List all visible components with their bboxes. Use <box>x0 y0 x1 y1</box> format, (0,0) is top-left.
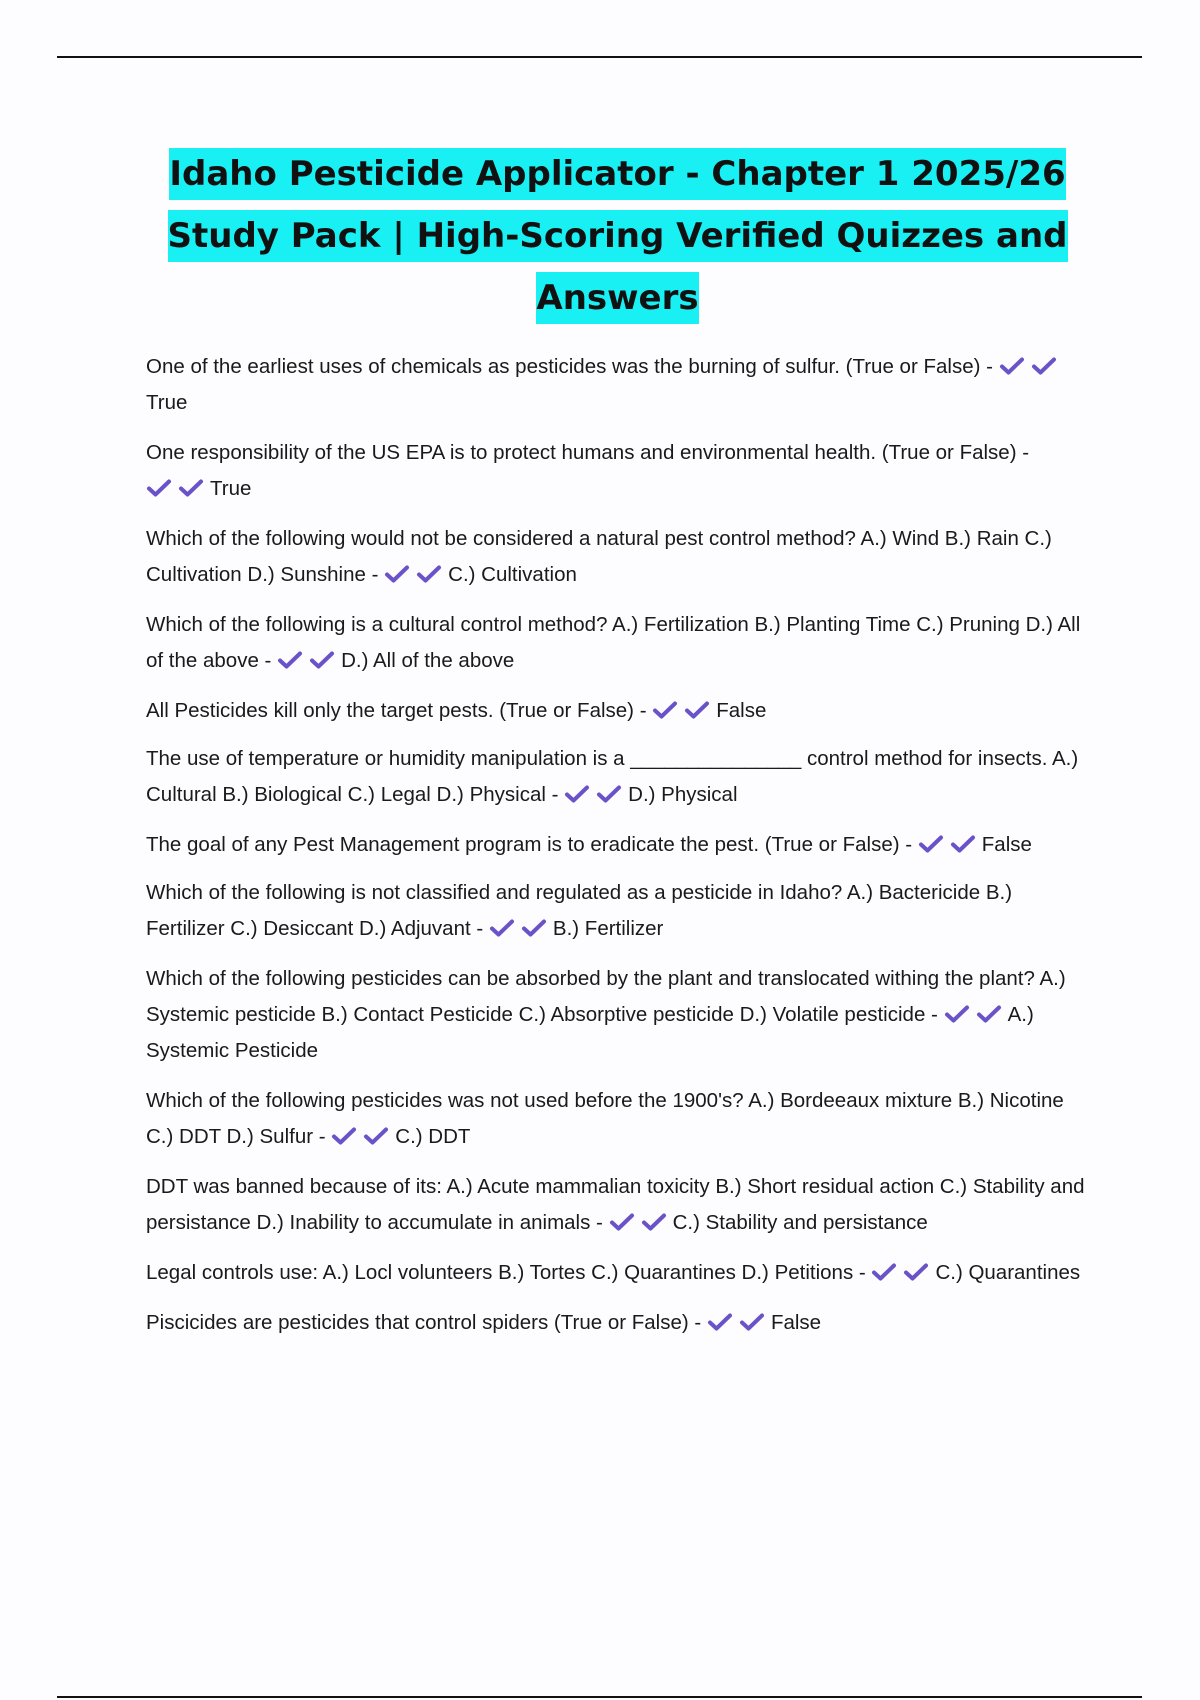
answer-text: True <box>210 477 252 500</box>
question-text: Legal controls use: A.) Locl volunteers B.) Tortes C.) Quarantines D.) Petitions - <box>146 1261 866 1284</box>
qa-item <box>146 521 1091 593</box>
check-icon <box>739 1312 765 1332</box>
document-title <box>140 143 1095 329</box>
answer-text: True <box>146 391 188 414</box>
answer-text: D.) All of the above <box>341 649 515 672</box>
answer-text: False <box>716 699 767 722</box>
check-icon <box>641 1212 667 1232</box>
check-icon <box>950 834 976 854</box>
check-icon <box>684 700 710 720</box>
check-icon <box>521 918 547 938</box>
check-icon <box>146 478 172 498</box>
question-text: All Pesticides kill only the target pests. (True or False) - <box>146 699 647 722</box>
question-text: One of the earliest uses of chemicals as pesticides was the burning of sulfur. (True or False) - <box>146 355 993 378</box>
title-line: Idaho Pesticide Applicator - Chapter 1 2025/26 <box>169 148 1065 200</box>
check-icon <box>609 1212 635 1232</box>
verified-checks <box>331 1125 395 1148</box>
answer-text: B.) Fertilizer <box>552 917 664 940</box>
check-icon <box>277 650 303 670</box>
top-rule <box>57 56 1142 58</box>
verified-checks <box>609 1211 673 1234</box>
question-text: Piscicides are pesticides that control spiders (True or False) - <box>146 1311 702 1334</box>
verified-checks <box>999 355 1063 378</box>
verified-checks <box>707 1311 771 1334</box>
check-icon <box>363 1126 389 1146</box>
check-icon <box>489 918 515 938</box>
question-text: The use of temperature or humidity manipulation is a _______________ control method for insects. A.) Cultural B.) Biological C.) Legal D.) Physical - <box>146 747 1079 806</box>
answer-text: D.) Physical <box>628 783 738 806</box>
question-text: One responsibility of the US EPA is to protect humans and environmental health. (True or False) - <box>146 441 1030 464</box>
qa-item <box>146 349 1091 421</box>
qa-item <box>146 1169 1091 1241</box>
bottom-rule <box>57 1696 1142 1698</box>
verified-checks <box>918 833 982 856</box>
check-icon <box>871 1262 897 1282</box>
qa-item <box>146 961 1091 1069</box>
qa-item <box>146 741 1091 813</box>
check-icon <box>999 356 1025 376</box>
qa-list <box>146 349 1091 1353</box>
check-icon <box>178 478 204 498</box>
qa-item <box>146 435 1091 507</box>
verified-checks <box>564 783 628 806</box>
qa-item <box>146 875 1091 947</box>
answer-text: False <box>981 833 1032 856</box>
verified-checks <box>146 477 210 500</box>
verified-checks <box>384 563 448 586</box>
verified-checks <box>489 917 553 940</box>
question-text: The goal of any Pest Management program is to eradicate the pest. (True or False) - <box>146 833 913 856</box>
answer-text: C.) Quarantines <box>935 1261 1081 1284</box>
check-icon <box>944 1004 970 1024</box>
answer-text: C.) DDT <box>395 1125 471 1148</box>
verified-checks <box>944 1003 1008 1026</box>
check-icon <box>384 564 410 584</box>
check-icon <box>309 650 335 670</box>
verified-checks <box>652 699 716 722</box>
check-icon <box>976 1004 1002 1024</box>
answer-text: C.) Stability and persistance <box>672 1211 928 1234</box>
answer-text: False <box>770 1311 822 1334</box>
question-text: Which of the following is a cultural control method? A.) Fertilization B.) Planting Time C.) Pruning D.) All of the above - <box>146 613 1081 672</box>
check-icon <box>652 700 678 720</box>
qa-item <box>146 1255 1091 1291</box>
question-text: Which of the following would not be considered a natural pest control method? A.) Wind B.) Rain C.) Cultivation D.) Sunshine - <box>146 527 1052 586</box>
answer-text: A.) Systemic Pesticide <box>146 1003 1034 1062</box>
qa-item <box>146 693 1091 729</box>
qa-item <box>146 1083 1091 1155</box>
answer-text: C.) Cultivation <box>448 563 577 586</box>
qa-item <box>146 1305 1091 1341</box>
question-text: Which of the following pesticides was not used before the 1900's? A.) Bordeeaux mixture B.) Nicotine C.) DDT D.) Sulfur - <box>146 1089 1064 1148</box>
check-icon <box>331 1126 357 1146</box>
check-icon <box>918 834 944 854</box>
title-line: Study Pack | High-Scoring Verified Quizzes and <box>168 210 1068 262</box>
check-icon <box>903 1262 929 1282</box>
check-icon <box>416 564 442 584</box>
qa-item <box>146 607 1091 679</box>
verified-checks <box>277 649 341 672</box>
question-text: DDT was banned because of its: A.) Acute mammalian toxicity B.) Short residual action C.) Stability and persistance D.) Inability to accumulate in animals - <box>146 1175 1085 1234</box>
verified-checks <box>871 1261 935 1284</box>
check-icon <box>1031 356 1057 376</box>
check-icon <box>564 784 590 804</box>
title-line: Answers <box>536 272 698 324</box>
check-icon <box>596 784 622 804</box>
question-text: Which of the following pesticides can be absorbed by the plant and translocated withing the plant? A.) Systemic pesticide B.) Contact Pesticide C.) Absorptive pesticide D.) Volatile pesticide - <box>146 967 1066 1026</box>
question-text: Which of the following is not classified and regulated as a pesticide in Idaho? A.) Bactericide B.) Fertilizer C.) Desiccant D.) Adjuvant - <box>146 881 1013 940</box>
qa-item <box>146 827 1091 863</box>
check-icon <box>707 1312 733 1332</box>
